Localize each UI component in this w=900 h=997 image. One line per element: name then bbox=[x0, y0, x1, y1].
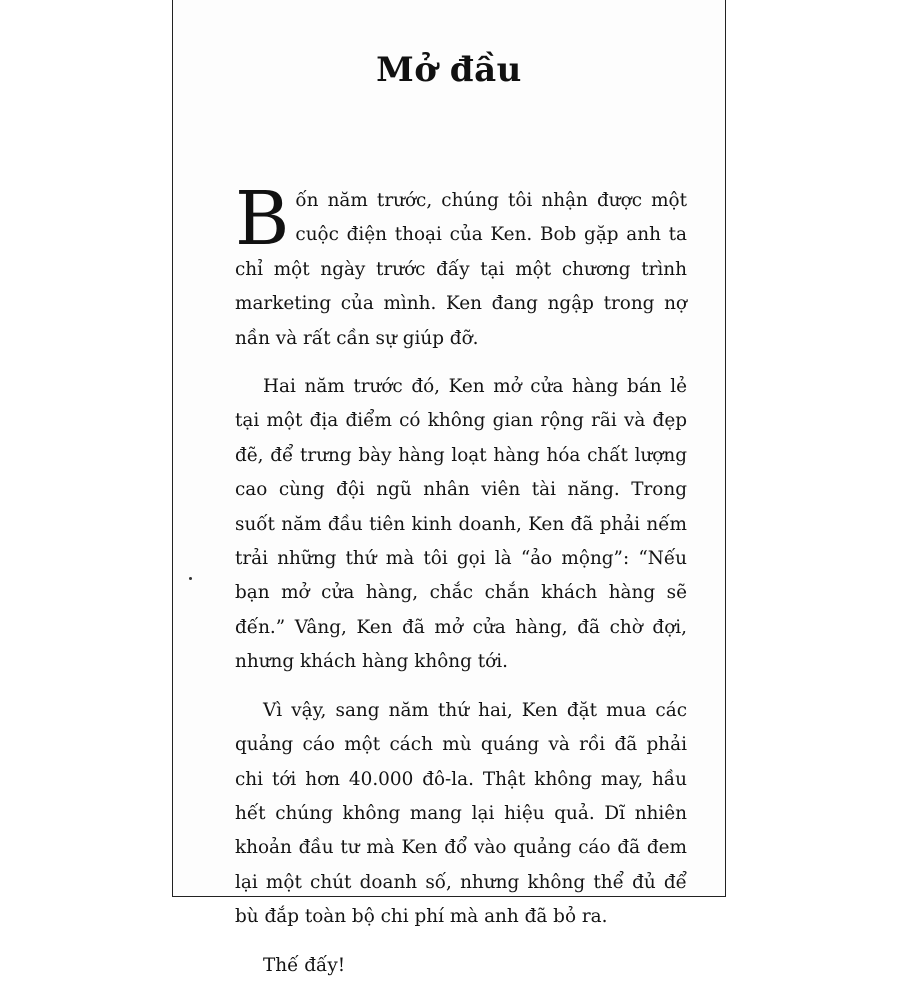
ink-speck bbox=[189, 577, 192, 580]
paragraph-1 bbox=[235, 176, 687, 356]
drop-cap: B bbox=[235, 176, 290, 262]
paragraph-4: Thế đấy! bbox=[263, 954, 346, 976]
paragraph-1-text: ốn năm trước, chúng tôi nhận được một cuộc điện thoại của Ken. Bob gặp anh ta chỉ một ngày trước đấy tại một chương trình marketing của mình. Ken đang ngập trong nợ nần và rất cần sự giúp đỡ. bbox=[235, 190, 687, 349]
book-page bbox=[172, 0, 726, 976]
chapter-title: Mở đầu bbox=[376, 50, 522, 90]
chapter-body bbox=[235, 176, 687, 997]
paragraph-2: Hai năm trước đó, Ken mở cửa hàng bán lẻ tại một địa điểm có không gian rộng rãi và đẹp đẽ, để trưng bày hàng loạt hàng hóa chất lượng cao cùng đội ngũ nhân viên tài năng. Trong suốt năm đầu tiên kinh doanh, Ken đã phải nếm trải những thứ mà tôi gọi là “ảo mộng”: “Nếu bạn mở cửa hàng, chắc chắn khách hàng sẽ đến.” Vâng, Ken đã mở cửa hàng, đã chờ đợi, nhưng khách hàng không tới. bbox=[235, 376, 687, 673]
paragraph-3: Vì vậy, sang năm thứ hai, Ken đặt mua các quảng cáo một cách mù quáng và rồi đã phải chi tới hơn 40.000 đô-la. Thật không may, hầu hết chúng không mang lại hiệu quả. Dĩ nhiên khoản đầu tư mà Ken đổ vào quảng cáo đã đem lại một chút doanh số, nhưng không thể đủ để bù đắp toàn bộ chi phí mà anh đã bỏ ra. bbox=[235, 699, 687, 928]
